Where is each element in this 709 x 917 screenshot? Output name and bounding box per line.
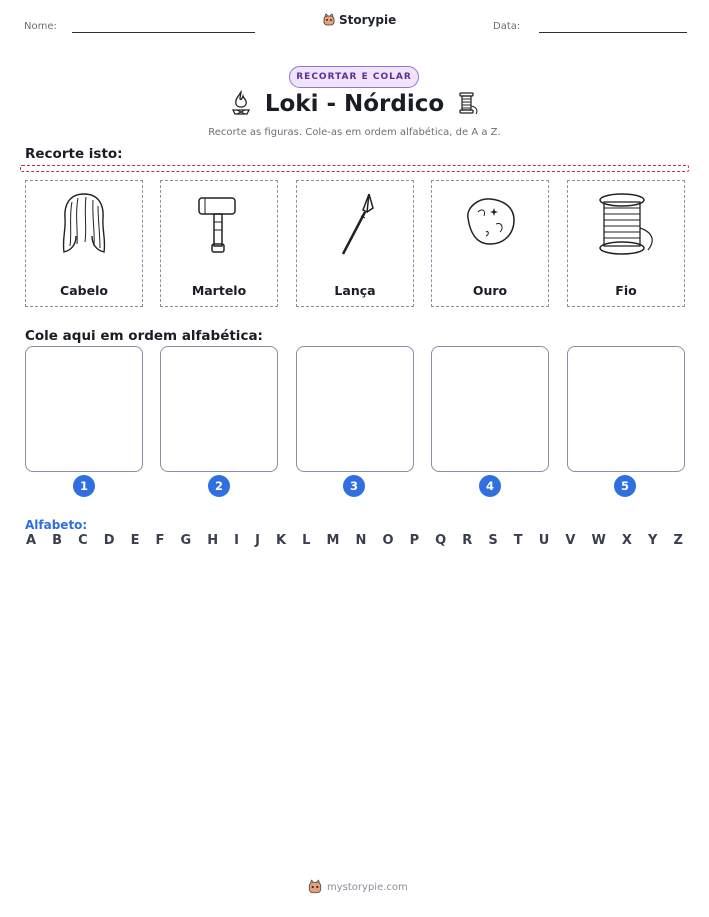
- activity-badge: RECORTAR E COLAR: [289, 66, 419, 88]
- paste-slot-2[interactable]: [160, 346, 278, 472]
- alphabet-letter: G: [180, 533, 192, 548]
- alphabet-letter: X: [621, 533, 632, 548]
- name-label: Nome:: [24, 21, 57, 32]
- alphabet-letter: L: [302, 533, 311, 548]
- alphabet-letter: J: [255, 533, 260, 548]
- alphabet-label: Alfabeto:: [25, 518, 88, 532]
- alphabet-letter: Y: [647, 533, 658, 548]
- paste-slot-5[interactable]: [567, 346, 685, 472]
- cut-card-fio[interactable]: [567, 180, 685, 307]
- slot-number-4: 4: [479, 475, 501, 497]
- cut-card-label: Lança: [334, 283, 376, 298]
- cut-card-label: Ouro: [472, 283, 508, 298]
- footer: [307, 879, 408, 895]
- paste-section-label: Cole aqui em ordem alfabética:: [25, 328, 263, 344]
- slot-number-3: 3: [343, 475, 365, 497]
- storypie-mascot-icon: [322, 13, 336, 27]
- alphabet-letter: Q: [435, 533, 447, 548]
- alphabet-letter: N: [355, 533, 367, 548]
- alphabet-letter: S: [488, 533, 498, 548]
- alphabet-letter: T: [513, 533, 523, 548]
- cut-card-label: Martelo: [191, 283, 247, 298]
- slot-number-2: 2: [208, 475, 230, 497]
- alphabet-letter: O: [382, 533, 394, 548]
- alphabet-letter: U: [538, 533, 550, 548]
- cut-card-ouro[interactable]: [431, 180, 549, 307]
- alphabet-letter: I: [234, 533, 240, 548]
- cut-line: [20, 165, 689, 172]
- alphabet-letter: B: [52, 533, 63, 548]
- spool-icon: [455, 90, 481, 116]
- alphabet-letter: E: [130, 533, 140, 548]
- alphabet-letter: D: [103, 533, 115, 548]
- alphabet-letter: H: [207, 533, 219, 548]
- alphabet-letter: V: [565, 533, 576, 548]
- date-label: Data:: [493, 21, 521, 32]
- paste-slot-4[interactable]: [431, 346, 549, 472]
- paste-slot-1[interactable]: [25, 346, 143, 472]
- alphabet-letter: F: [155, 533, 165, 548]
- hair-icon: [50, 188, 118, 260]
- alphabet-letter: K: [275, 533, 287, 548]
- brand-logo: [322, 13, 396, 27]
- alphabet-letter: W: [591, 533, 606, 548]
- footer-url[interactable]: mystorypie.com: [327, 881, 408, 893]
- alphabet-row: [26, 533, 683, 548]
- cut-card-cabelo[interactable]: [25, 180, 143, 307]
- thread-spool-icon: [592, 188, 660, 260]
- alphabet-letter: C: [78, 533, 88, 548]
- cut-card-label: Fio: [615, 283, 637, 298]
- storypie-mascot-icon: [307, 879, 323, 895]
- instructions: Recorte as figuras. Cole-as em ordem alfabética, de A a Z.: [208, 127, 501, 138]
- date-line[interactable]: [539, 32, 687, 33]
- hammer-icon: [185, 188, 253, 260]
- cut-card-martelo[interactable]: [160, 180, 278, 307]
- slot-number-5: 5: [614, 475, 636, 497]
- alphabet-letter: Z: [673, 533, 683, 548]
- paste-slot-3[interactable]: [296, 346, 414, 472]
- alphabet-letter: R: [462, 533, 473, 548]
- gold-nugget-icon: [456, 188, 524, 260]
- cut-section-label: Recorte isto:: [25, 146, 123, 162]
- page-title: Loki - Nórdico: [264, 91, 445, 117]
- name-line[interactable]: [72, 32, 255, 33]
- spear-icon: [321, 188, 389, 260]
- brand-name: Storypie: [339, 13, 397, 27]
- alphabet-letter: A: [26, 533, 37, 548]
- cut-card-label: Cabelo: [60, 283, 108, 298]
- alphabet-letter: P: [409, 533, 420, 548]
- slot-number-1: 1: [73, 475, 95, 497]
- cut-card-lanca[interactable]: [296, 180, 414, 307]
- alphabet-letter: M: [326, 533, 340, 548]
